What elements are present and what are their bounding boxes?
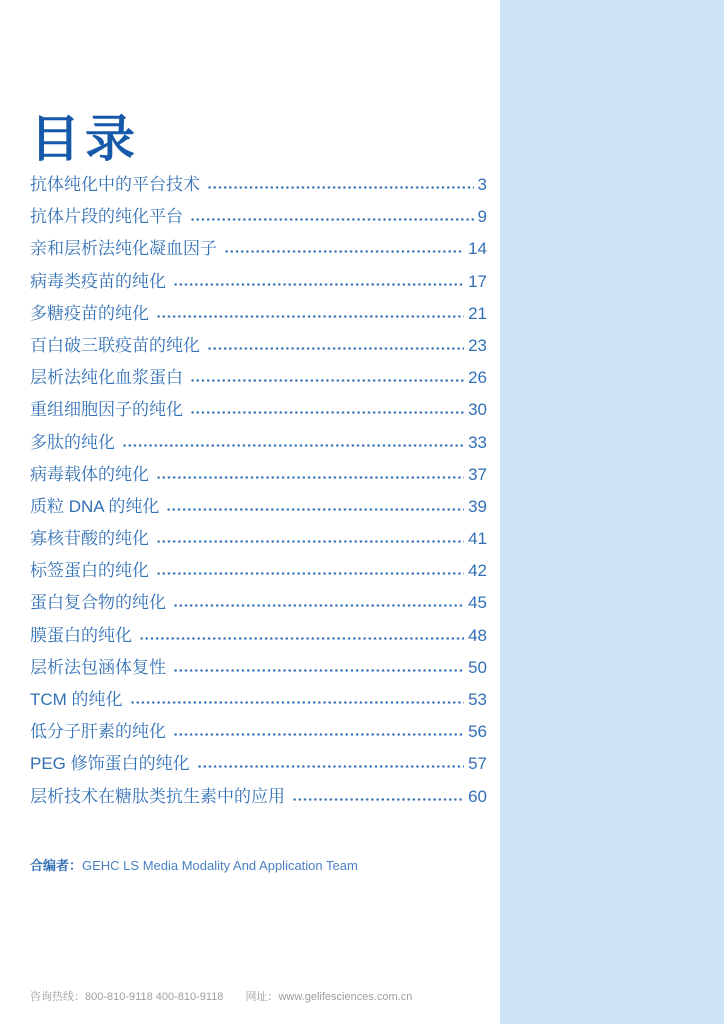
toc-entry-label: 蛋白复合物的纯化 [30,593,166,613]
dotted-leader [122,443,464,448]
toc-entry-page-number: 37 [468,464,487,484]
dotted-leader [139,636,464,641]
toc-entry-label: PEG 修饰蛋白的纯化 [30,754,190,774]
toc-entry-label: 多糖疫苗的纯化 [30,303,149,323]
dotted-leader [156,475,464,480]
hotline-numbers: 800-810-9118 400-810-9118 [85,991,224,1003]
toc-entry [30,749,487,781]
toc-entry-page-number: 30 [468,400,487,420]
dotted-leader [130,700,465,705]
dotted-leader [190,410,464,415]
toc-entry-label: 标签蛋白的纯化 [30,561,149,581]
dotted-leader [197,764,464,769]
toc-entry [30,556,487,588]
toc-entry-page-number: 33 [468,432,487,452]
toc-entry [30,717,487,749]
editor-value: GEHC LS Media Modality And Application Team [82,858,358,873]
toc-entry-label: 重组细胞因子的纯化 [30,400,183,420]
dotted-leader [173,603,464,608]
toc-entry [30,653,487,685]
toc-entry [30,234,487,266]
toc-entry-page-number: 39 [468,496,487,516]
toc-entry [30,331,487,363]
decorative-side-panel [500,0,724,1024]
toc-entry [30,685,487,717]
toc-entry [30,428,487,460]
toc-entry-page-number: 42 [468,561,487,581]
toc-entry-page-number: 3 [477,175,487,194]
toc-entry [30,524,487,556]
toc-entry-page-number: 26 [468,368,487,388]
toc-entry-label: 层析技术在糖肽类抗生素中的应用 [30,786,285,806]
toc-entry [30,588,487,620]
toc-entry-page-number: 45 [468,593,487,613]
dotted-leader [156,539,464,544]
dotted-leader [166,507,464,512]
toc-entry [30,395,487,427]
page-title: 目录 [30,110,140,167]
toc-entry-page-number: 50 [468,657,487,677]
toc-entry [30,460,487,492]
page-footer [30,988,412,1004]
hotline-label: 咨询热线： [30,991,85,1003]
toc-entry-page-number: 14 [468,239,487,259]
dotted-leader [207,346,464,351]
toc-entry-page-number: 41 [468,529,487,549]
toc-entry-label: 层析法纯化血浆蛋白 [30,368,183,388]
editor-line [30,855,358,874]
toc-entry-page-number: 60 [468,786,487,806]
dotted-leader [173,668,464,673]
website-url: www.gelifesciences.com.cn [278,991,413,1003]
toc-entry-label: 抗体片段的纯化平台 [30,207,183,227]
toc-entry-label: 抗体纯化中的平台技术 [30,175,200,194]
toc-entry [30,621,487,653]
editor-label: 合编者： [30,858,83,873]
toc-entry-label: TCM 的纯化 [30,690,123,709]
toc-entry-label: 膜蛋白的纯化 [30,625,132,645]
toc-entry-label: 病毒类疫苗的纯化 [30,271,166,291]
toc-entry-label: 百白破三联疫苗的纯化 [30,335,200,355]
dotted-leader [173,282,464,287]
toc-entry-label: 层析法包涵体复性 [30,657,166,677]
toc-entry-page-number: 21 [468,303,487,323]
dotted-leader [190,217,474,222]
toc-entry-page-number: 23 [468,335,487,355]
toc-entry [30,782,487,814]
toc-entry [30,267,487,299]
toc-entry-label: 病毒载体的纯化 [30,464,149,484]
dotted-leader [292,797,464,802]
dotted-leader [207,185,474,190]
toc-list [30,170,487,814]
toc-entry-label: 低分子肝素的纯化 [30,722,166,742]
dotted-leader [173,732,464,737]
dotted-leader [190,378,464,383]
website-label: 网址： [245,991,279,1003]
toc-entry-page-number: 57 [468,754,487,774]
toc-entry [30,363,487,395]
toc-entry [30,202,487,234]
toc-entry-label: 多肽的纯化 [30,432,115,452]
toc-entry-label: 亲和层析法纯化凝血因子 [30,239,217,259]
toc-entry-page-number: 17 [468,271,487,291]
toc-entry-page-number: 9 [477,207,487,227]
toc-entry-page-number: 56 [468,722,487,742]
toc-entry-label: 质粒 DNA 的纯化 [30,496,160,516]
toc-entry [30,170,487,202]
toc-entry-page-number: 53 [468,690,487,709]
toc-entry-page-number: 48 [468,625,487,645]
dotted-leader [156,314,464,319]
dotted-leader [224,249,464,254]
toc-entry [30,299,487,331]
toc-entry-label: 寡核苷酸的纯化 [30,529,149,549]
dotted-leader [156,571,464,576]
toc-entry [30,492,487,524]
